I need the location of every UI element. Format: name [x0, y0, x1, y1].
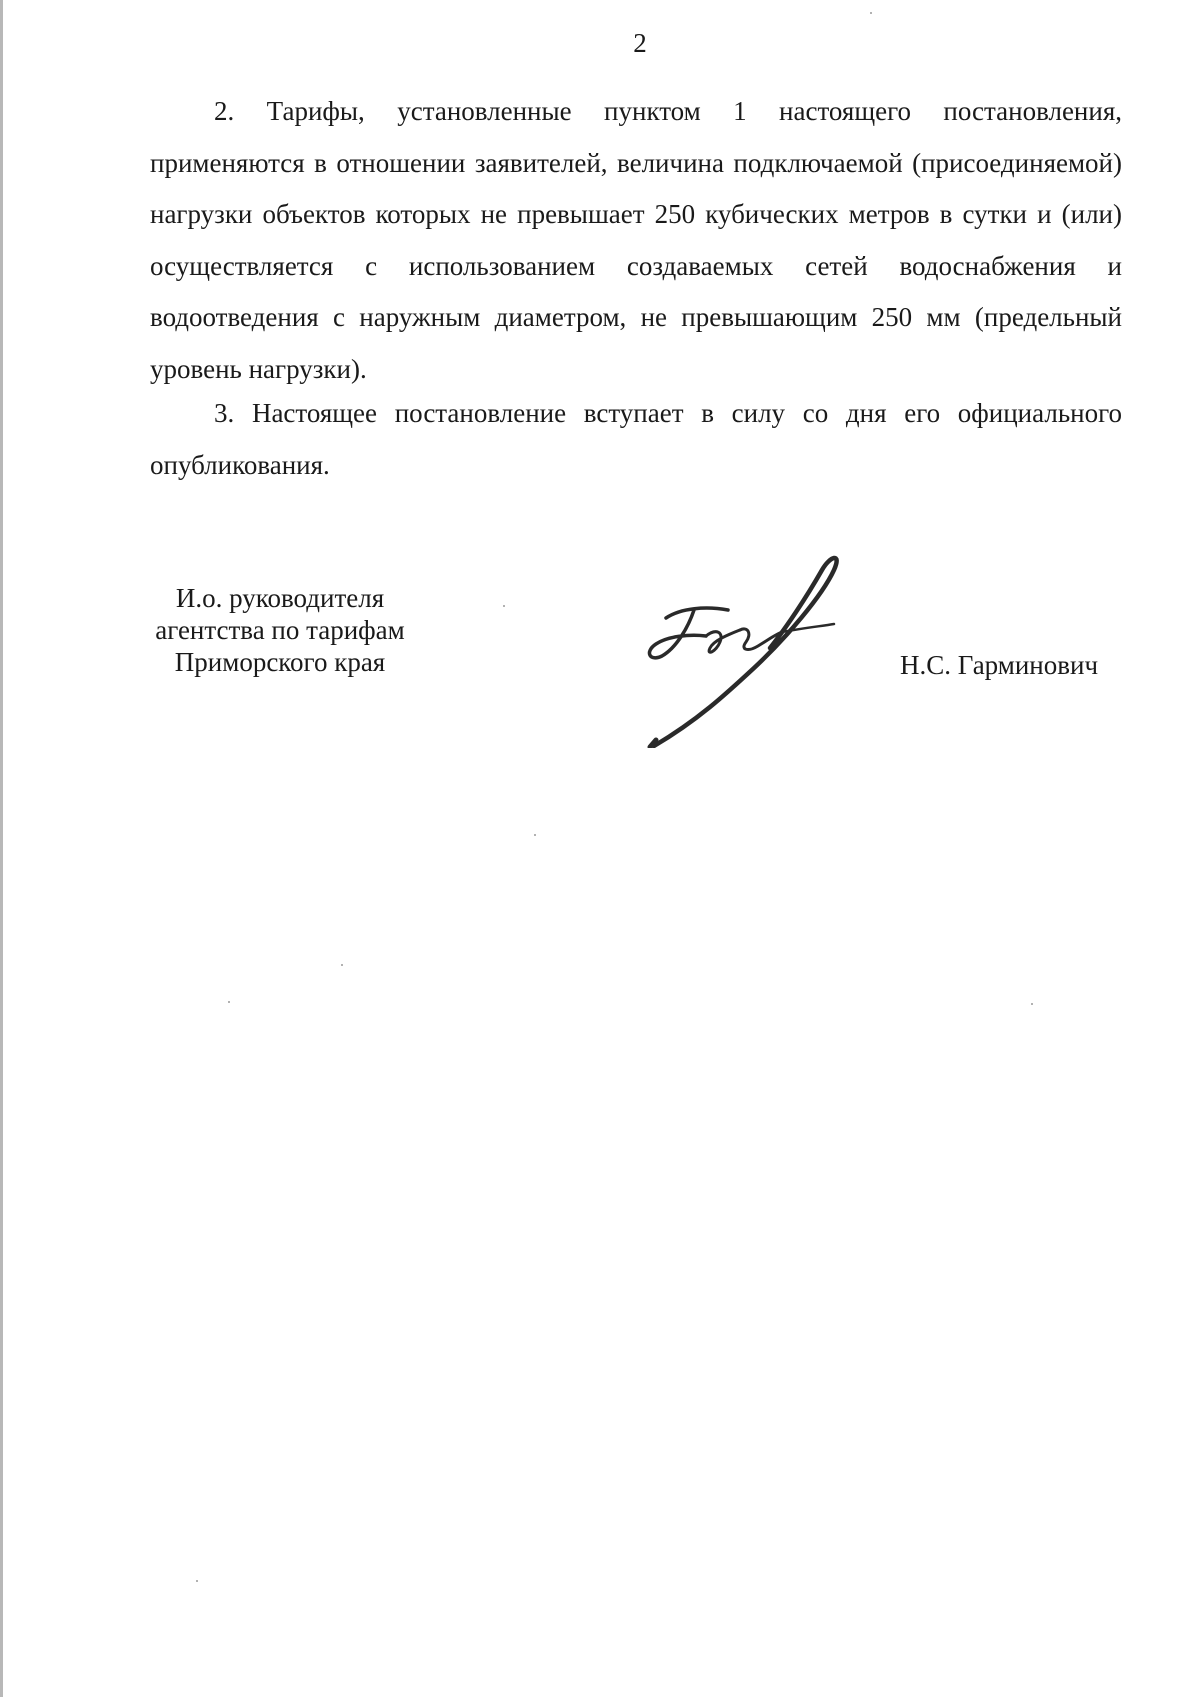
paragraph-3: 3. Настоящее постановление вступает в силу со дня его официального опубликования.	[150, 398, 1122, 480]
signer-position-line: И.о. руководителя	[175, 583, 385, 613]
signer-name: Н.С. Гарминович	[900, 650, 1099, 680]
scan-speck	[228, 1001, 230, 1003]
scan-edge	[0, 0, 3, 1697]
scan-speck	[870, 12, 872, 14]
paragraph-3-block	[150, 388, 1122, 491]
scan-speck	[196, 1580, 198, 1582]
paragraph-2: 2. Тарифы, установленные пунктом 1 настоящего постановления, применяются в отношении заявителей, величина подключаемой (присоединяемой) нагрузки объектов которых не превышает 250 кубических метров в сутки и (или) осуществляется с использованием создаваемых сетей водоснабжения и водоотведения с наружным диаметром, не превышающим 250 мм (предельный уровень нагрузки).	[150, 96, 1122, 384]
scan-speck	[341, 964, 343, 966]
paragraph-2-block	[150, 86, 1122, 395]
scan-speck	[534, 834, 536, 836]
signer-position-line: Приморского края	[174, 647, 386, 677]
signer-position	[150, 582, 410, 678]
scan-speck	[503, 605, 505, 607]
scan-speck	[1031, 1003, 1033, 1005]
handwritten-signature	[636, 548, 846, 748]
page-number: 2	[633, 28, 647, 58]
signer-position-line: агентства по тарифам	[155, 615, 405, 645]
